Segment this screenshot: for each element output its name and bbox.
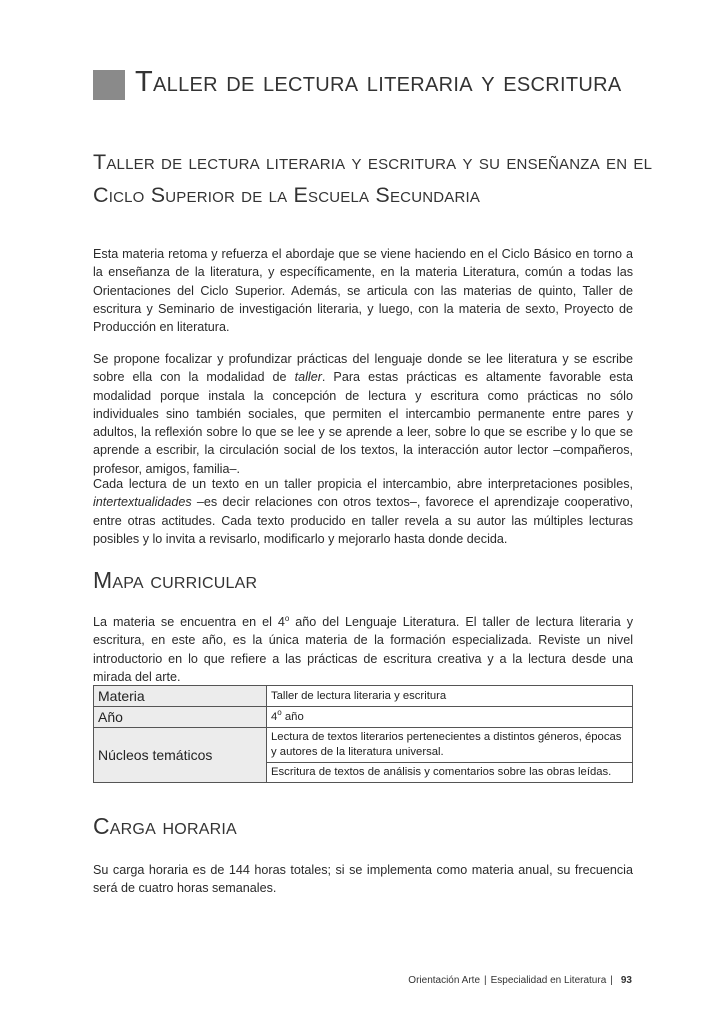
page-number: 93 [620, 975, 632, 986]
footer-separator: | [610, 975, 613, 986]
carga-paragraph: Su carga horaria es de 144 horas totales; si se implementa como materia anual, su frecuencia será de cuatro horas semanales. [93, 863, 633, 896]
heading-mapa-curricular: Mapa curricular [93, 567, 258, 593]
heading-carga-horaria: Carga horaria [93, 813, 237, 839]
curriculum-table [93, 685, 633, 783]
text-run: –es decir relaciones con otros textos–, favorece el aprendizaje cooperativo, entre otras actitudes. Cada texto producido en taller revela a su autor las múltiples lecturas posibles y lo invita a revisarlo, modificarlo y mejorarlo hasta donde decida. [93, 495, 633, 546]
title-block [93, 66, 653, 110]
table-row [94, 728, 633, 763]
table-row [94, 686, 633, 707]
footer-orientation: Orientación Arte [408, 975, 481, 986]
intro-paragraph-1: Esta materia retoma y refuerza el abordaje que se viene haciendo en el Ciclo Básico en torno a la enseñanza de la literatura, y específicamente, en la materia Literatura, común a todas las Orientaciones del Ciclo Superior. Además, se articula con las materias de quinto, Taller de escritura y Seminario de investigación literaria, y luego, con la materia de sexto, Proyecto de Producción en literatura. [93, 247, 633, 335]
text-run: Cada lectura de un texto en un taller propicia el intercambio, abre interpretaciones posibles, [93, 477, 633, 491]
row-label-materia: Materia [94, 686, 267, 707]
row-value-anio [267, 707, 633, 728]
intro-paragraph-2 [93, 350, 633, 478]
footer-specialty: Especialidad en Literatura [490, 975, 607, 986]
table-row [94, 707, 633, 728]
text-run: Se propone focalizar y profundizar prácticas del lenguaje donde se lee literatura y se escribe sobre ella con la modalidad de [93, 352, 633, 385]
italic-term-intertextualidades: intertextualidades [93, 495, 192, 510]
row-value-nucleos-1: Lectura de textos literarios pertenecientes a distintos géneros, épocas y autores de la literatura universal. [267, 728, 633, 763]
row-value-nucleos-2: Escritura de textos de análisis y comentarios sobre las obras leídas. [267, 763, 633, 783]
title-square-marker [93, 70, 125, 100]
text-run: año [281, 710, 304, 723]
text-run: La materia se encuentra en el 4 [93, 615, 285, 629]
italic-term-taller: taller [294, 370, 322, 385]
text-run: año del Lenguaje Literatura. El taller de lectura literaria y escritura, en este año, es la única materia de la formación especializada. Reviste un nivel introductorio en lo que refiere a las prácticas de escritura creativa y a la lectura desde una mirada del arte. [93, 615, 634, 684]
ordinal-superscript: o [284, 613, 290, 623]
row-label-anio: Año [94, 707, 267, 728]
section-subtitle: Taller de lectura literaria y escritura y su enseñanza en el Ciclo Superior de la Escuela Secundaria [93, 150, 653, 207]
text-run: . Para estas prácticas es altamente favorable esta modalidad porque instala la concepción de lectura y escritura como prácticas no sólo individuales sino también sociales, que permiten el intercambio permanente entre pares y adultos, la reflexión sobre lo que se lee y se aprende a leer, sobre lo que se escribe y lo que se aprende a escribir, la circulación social de los textos, la interacción autor lector –compañeros, profesor, amigos, familia–. [93, 370, 634, 476]
page-footer [408, 975, 632, 986]
ordinal-superscript: o [277, 707, 282, 717]
intro-paragraph-3 [93, 475, 633, 548]
row-value-materia: Taller de lectura literaria y escritura [267, 686, 633, 707]
footer-separator: | [484, 975, 487, 986]
mapa-paragraph [93, 613, 633, 686]
row-label-nucleos: Núcleos temáticos [94, 728, 267, 783]
page-title: Taller de lectura literaria y escritura [135, 66, 622, 98]
text-run: 4 [271, 710, 278, 723]
